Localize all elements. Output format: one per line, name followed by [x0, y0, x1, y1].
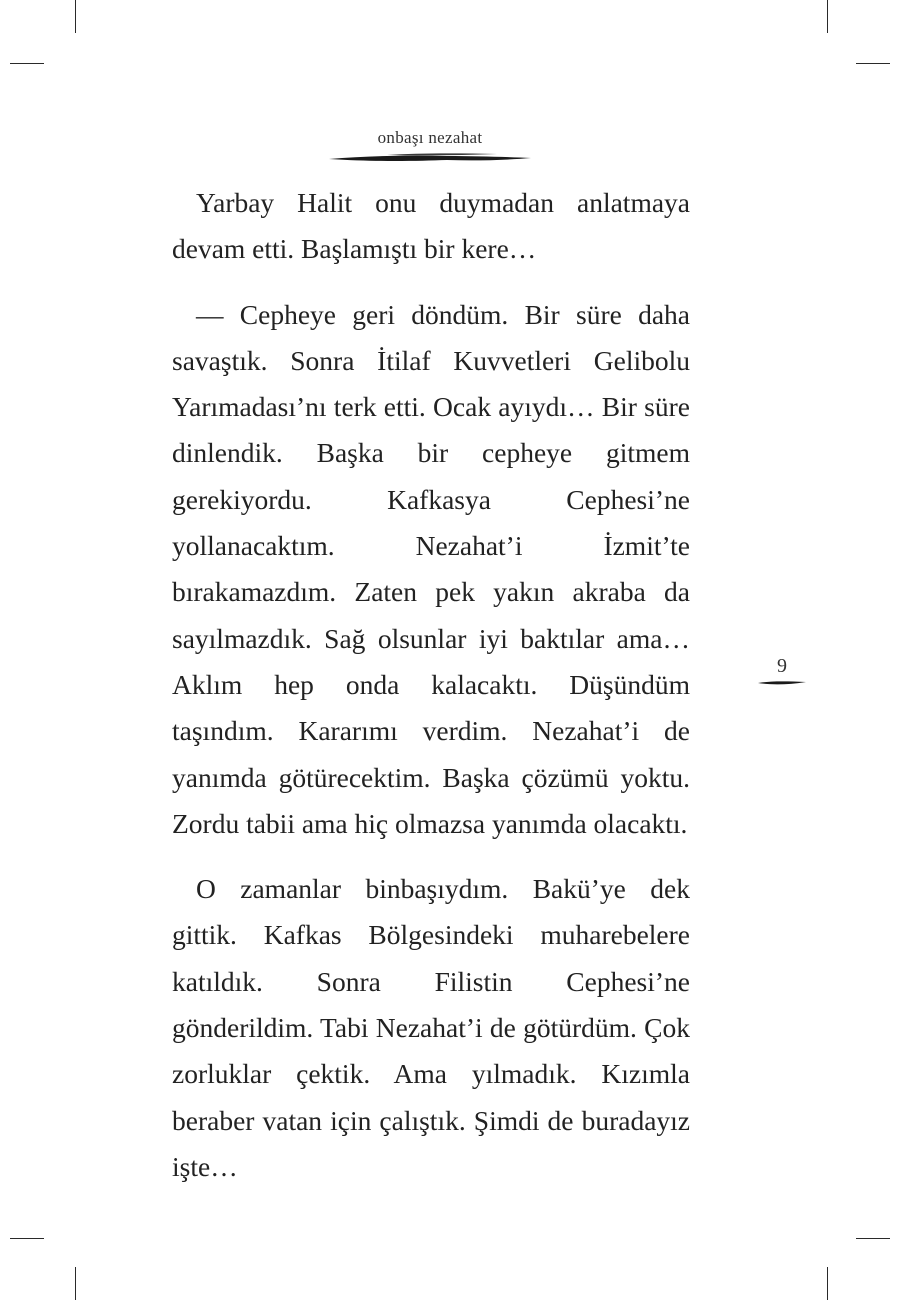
crop-mark-right-bottom — [856, 1238, 890, 1239]
crop-mark-top-right — [827, 0, 828, 33]
body-text — [172, 180, 690, 1209]
crop-mark-bottom-right — [827, 1267, 828, 1300]
crop-mark-left-top — [10, 63, 44, 64]
page-number-brush-ornament — [757, 679, 807, 687]
crop-mark-top-left — [75, 0, 76, 33]
paragraph-2: — Cepheye geri döndüm. Bir süre daha savaştık. Sonra İtilaf Kuvvetleri Gelibolu Yarımadası’nı terk etti. Ocak ayıydı… Bir süre dinlendik. Başka bir cepheye gitmem gerekiyordu. Kafkasya Cephesi’ne yollanacaktım. Nezahat’i İzmit’te bırakamazdım. Zaten pek yakın akraba da sayılmazdık. Sağ olsunlar iyi baktılar ama… Aklım hep onda kalacaktı. Düşündüm taşındım. Kararımı verdim. Nezahat’i de yanımda götürecektim. Başka çözümü yoktu. Zordu tabii ama hiç olmazsa yanımda olacaktı. — [172, 298, 690, 839]
crop-mark-left-bottom — [10, 1238, 44, 1239]
paragraph-1: Yarbay Halit onu duymadan anlatmaya devam etti. Başlamıştı bir kere… — [172, 187, 690, 265]
crop-mark-right-top — [856, 63, 890, 64]
page-number-text: 9 — [777, 655, 787, 677]
paragraph-3: O zamanlar binbaşıydım. Bakü’ye dek gittik. Kafkas Bölgesindeki muharebelere katıldık. Sonra Filistin Cephesi’ne gönderildim. Tabi Nezahat’i de götürdüm. Çok zorluklar çektik. Ama yılmadık. Kızımla beraber vatan için çalıştık. Şimdi de buradayız işte… — [172, 873, 690, 1182]
crop-mark-bottom-left — [75, 1267, 76, 1300]
page-number — [757, 654, 807, 687]
brush-stroke-ornament — [327, 152, 533, 164]
running-header — [327, 128, 533, 164]
running-title: onbaşı nezahat — [377, 128, 483, 147]
